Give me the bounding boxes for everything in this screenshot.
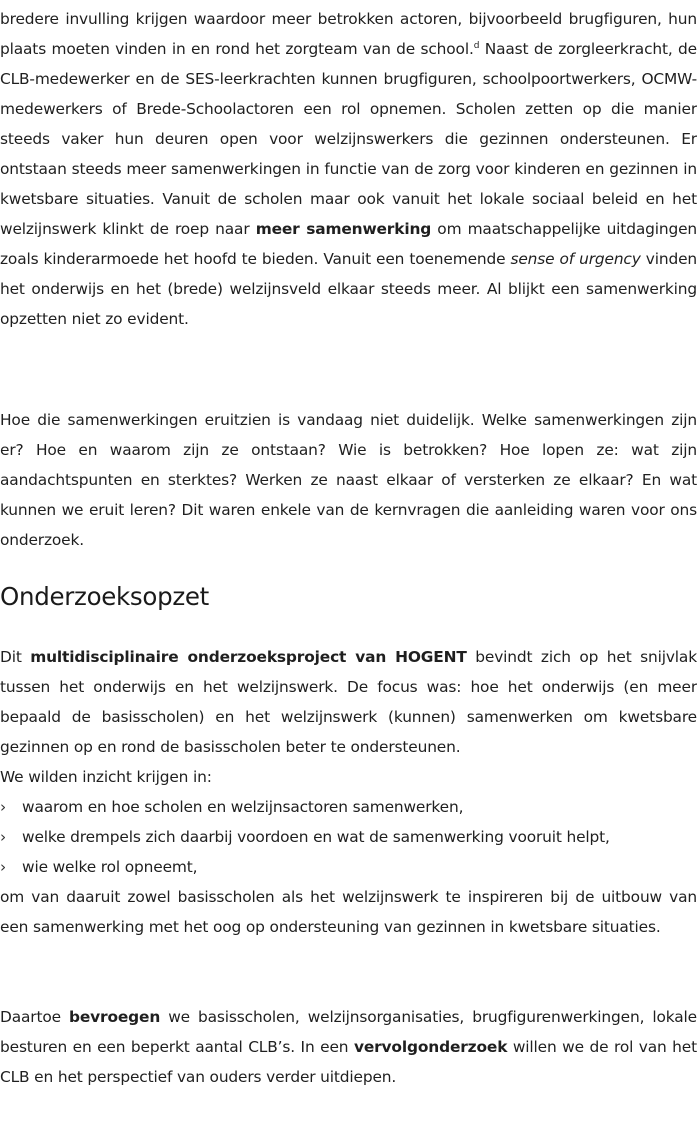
- paragraph-text: Dit: [0, 648, 31, 666]
- list-item-text: waarom en hoe scholen en welzijnsactoren samenwerken,: [22, 798, 464, 816]
- italic-phrase: sense of urgency: [510, 250, 641, 268]
- chevron-right-icon: ›: [0, 828, 7, 846]
- paragraph-project: [0, 642, 697, 762]
- list-intro: We wilden inzicht krijgen in:: [0, 768, 212, 786]
- paragraph-text: bevindt zich op het snijvlak tussen het onderwijs en het welzijnswerk. De focus was: hoe het onderwijs (en meer bepaald de basisscholen) en het welzijnswerk (kunnen) samenwerken om kwetsbare gezinnen op en rond de basisscholen beter te ondersteunen.: [0, 648, 697, 756]
- list-item-text: wie welke rol opneemt,: [22, 858, 198, 876]
- bold-phrase: meer samenwerking: [255, 220, 432, 238]
- paragraph-text: bredere invulling krijgen waardoor meer betrokken actoren, bijvoorbeeld brugfiguren, hun plaats moeten vinden in en rond het zorgteam van de school.: [0, 10, 697, 58]
- list-item: [0, 852, 697, 882]
- paragraph-method: [0, 1002, 697, 1092]
- paragraph-text: we basisscholen, welzijnsorganisaties, brugfigurenwerkingen, lokale besturen en een beperkt aantal CLB’s. In een: [0, 1008, 697, 1056]
- chevron-right-icon: ›: [0, 798, 7, 816]
- paragraph-text: willen we de rol van het CLB en het perspectief van ouders verder uitdiepen.: [0, 1038, 697, 1086]
- paragraph-text: Daartoe: [0, 1008, 69, 1026]
- bullet-list: [0, 792, 697, 882]
- paragraph-purpose: om van daaruit zowel basisscholen als het welzijnswerk te inspireren bij de uitbouw van een samenwerking met het oog op ondersteuning van gezinnen in kwetsbare situaties.: [0, 888, 697, 936]
- list-item: [0, 792, 697, 822]
- footnote-marker[interactable]: d: [473, 40, 480, 51]
- paragraph-text: vinden het onderwijs en het (brede) welzijnsveld elkaar steeds meer. Al blijkt een samenwerking opzetten niet zo evident.: [0, 250, 697, 328]
- list-item: [0, 822, 697, 852]
- paragraph-text: Naast de zorgleerkracht, de CLB-medewerker en de SES-leerkrachten kunnen brugfiguren, schoolpoortwerkers, OCMW-medewerkers of Brede-Schoolactoren een rol opnemen. Scholen zetten op die manier steeds vaker hun deuren open voor welzijnswerkers die gezinnen ondersteunen. Er ontstaan steeds meer samenwerkingen in functie van de zorg voor kinderen en gezinnen in kwetsbare situaties. Vanuit de scholen maar ook vanuit het lokale sociaal beleid en het welzijnswerk klinkt de roep naar: [0, 40, 697, 238]
- bold-phrase: bevroegen: [68, 1008, 161, 1026]
- paragraph-context: [0, 4, 697, 334]
- bold-phrase: vervolgonderzoek: [353, 1038, 508, 1056]
- chevron-right-icon: ›: [0, 858, 7, 876]
- list-item-text: welke drempels zich daarbij voordoen en wat de samenwerking vooruit helpt,: [22, 828, 610, 846]
- bold-phrase: multidisciplinaire onderzoeksproject van HOGENT: [30, 648, 467, 666]
- paragraph-questions: Hoe die samenwerkingen eruitzien is vandaag niet duidelijk. Welke samenwerkingen zijn er? Hoe en waarom zijn ze ontstaan? Wie is betrokken? Hoe lopen ze: wat zijn aandachtspunten en sterktes? Werken ze naast elkaar of versterken ze elkaar? En wat kunnen we eruit leren? Dit waren enkele van de kernvragen die aanleiding waren voor ons onderzoek.: [0, 411, 697, 549]
- paragraph-text: om maatschappelijke uitdagingen zoals kinderarmoede het hoofd te bieden. Vanuit een toenemende: [0, 220, 697, 268]
- section-heading: Onderzoeksopzet: [0, 582, 209, 611]
